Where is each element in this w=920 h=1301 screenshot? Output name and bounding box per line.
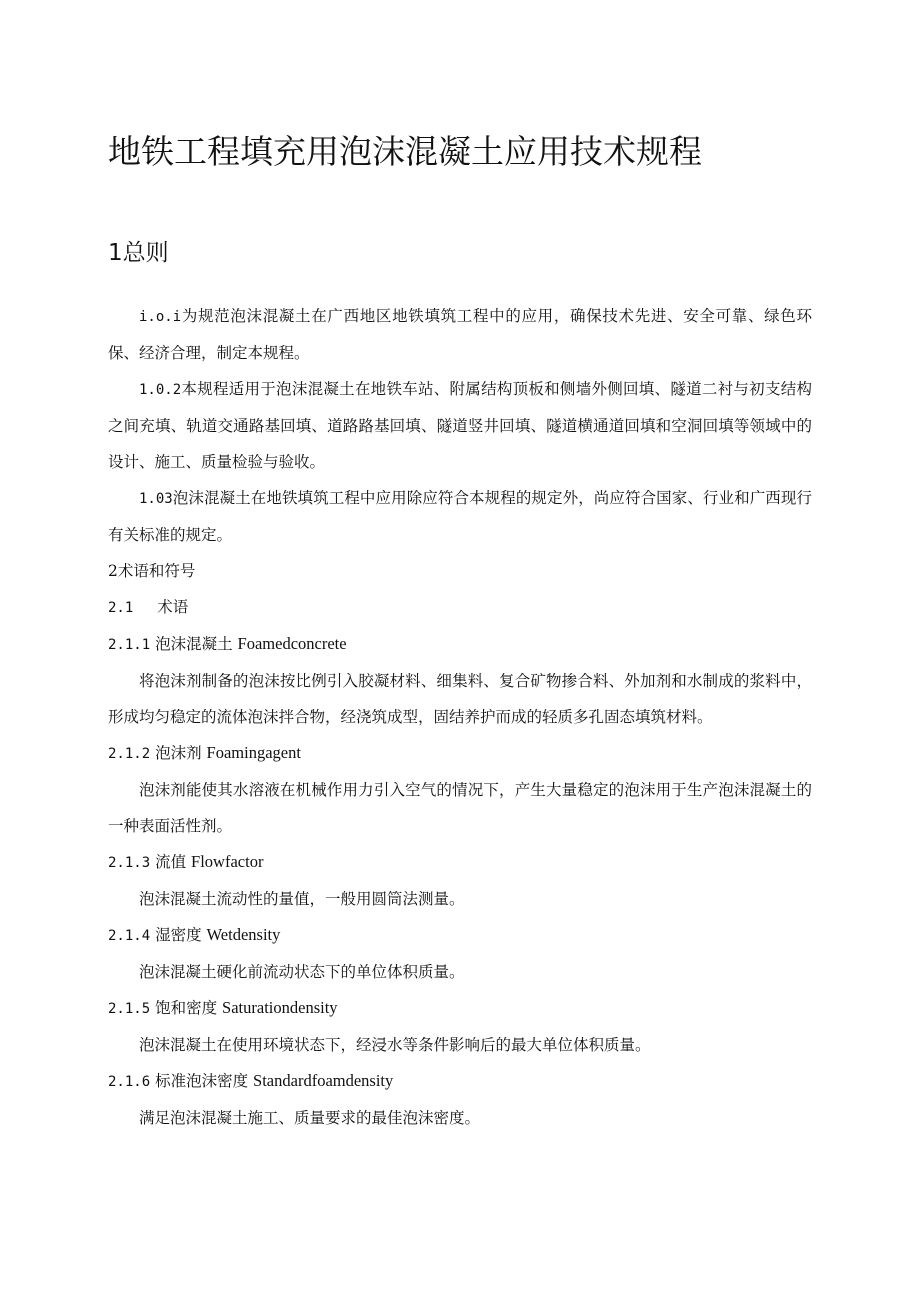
term-name: 湿密度 [155,926,202,944]
term-name: 饱和密度 [155,999,218,1017]
document-body [108,298,812,1136]
term-number: 2.1.2 [108,746,151,762]
term-number: 2.1.6 [108,1074,151,1090]
term-english: Wetdensity [206,925,281,944]
clause-text: 本规程适用于泡沫混凝土在地铁车站、附属结构顶板和侧墙外侧回填、隧道二衬与初支结构之间充填、轨道交通路基回填、道路路基回填、隧道竖井回填、隧道横通道回填和空洞回填等领域中的设计、施工、质量检验与验收。 [108,380,812,471]
term-2-1-5-definition: 泡沫混凝土在使用环境状态下，经浸水等条件影响后的最大单位体积质量。 [139,1036,651,1054]
subsection-number: 2.1 [108,600,134,616]
section-2-heading: 2术语和符号 [108,562,196,580]
term-2-1-5-heading [108,990,812,1027]
clause-number: 1.03 [139,491,173,507]
term-2-1-4-heading [108,917,812,954]
section-1-heading: 1总则 [108,240,169,266]
clause-text: 为规范泡沫混凝土在广西地区地铁填筑工程中的应用，确保技术先进、安全可靠、绿色环保、经济合理，制定本规程。 [108,307,812,362]
subsection-2-1-heading [108,589,812,626]
term-number: 2.1.1 [108,637,151,653]
clause-1-0-1 [108,298,812,371]
term-english: Standardfoamdensity [253,1071,394,1090]
term-2-1-6-definition: 满足泡沫混凝土施工、质量要求的最佳泡沫密度。 [139,1109,481,1127]
document-title: 地铁工程填充用泡沫混凝土应用技术规程 [108,132,702,171]
clause-number: i.o.i [139,309,182,325]
term-number: 2.1.5 [108,1001,151,1017]
term-english: Foamedconcrete [237,634,347,653]
term-2-1-3-heading [108,844,812,881]
term-number: 2.1.3 [108,855,151,871]
term-english: Saturationdensity [222,998,338,1017]
term-2-1-6-heading [108,1063,812,1100]
term-2-1-3-definition: 泡沫混凝土流动性的量值，一般用圆筒法测量。 [139,890,465,908]
clause-number: 1.0.2 [139,382,182,398]
term-name: 泡沫剂 [155,744,202,762]
term-2-1-1-definition: 将泡沫剂制备的泡沫按比例引入胶凝材料、细集料、复合矿物掺合料、外加剂和水制成的浆料中，形成均匀稳定的流体泡沫拌合物，经浇筑成型，固结养护而成的轻质多孔固态填筑材料。 [108,672,812,726]
clause-text: 泡沫混凝土在地铁填筑工程中应用除应符合本规程的规定外，尚应符合国家、行业和广西现行有关标准的规定。 [108,489,812,544]
term-name: 泡沫混凝土 [155,635,233,653]
clause-1-0-3 [108,480,812,553]
term-2-1-1-heading [108,626,812,663]
term-name: 标准泡沫密度 [155,1072,249,1090]
term-number: 2.1.4 [108,928,151,944]
term-2-1-2-heading [108,735,812,772]
term-2-1-2-definition: 泡沫剂能使其水溶液在机械作用力引入空气的情况下，产生大量稳定的泡沫用于生产泡沫混凝土的一种表面活性剂。 [108,781,812,835]
term-2-1-4-definition: 泡沫混凝土硬化前流动状态下的单位体积质量。 [139,963,465,981]
term-name: 流值 [155,853,187,871]
clause-1-0-2 [108,371,812,480]
term-english: Flowfactor [191,852,264,871]
term-english: Foamingagent [206,743,301,762]
subsection-label: 术语 [157,598,189,616]
